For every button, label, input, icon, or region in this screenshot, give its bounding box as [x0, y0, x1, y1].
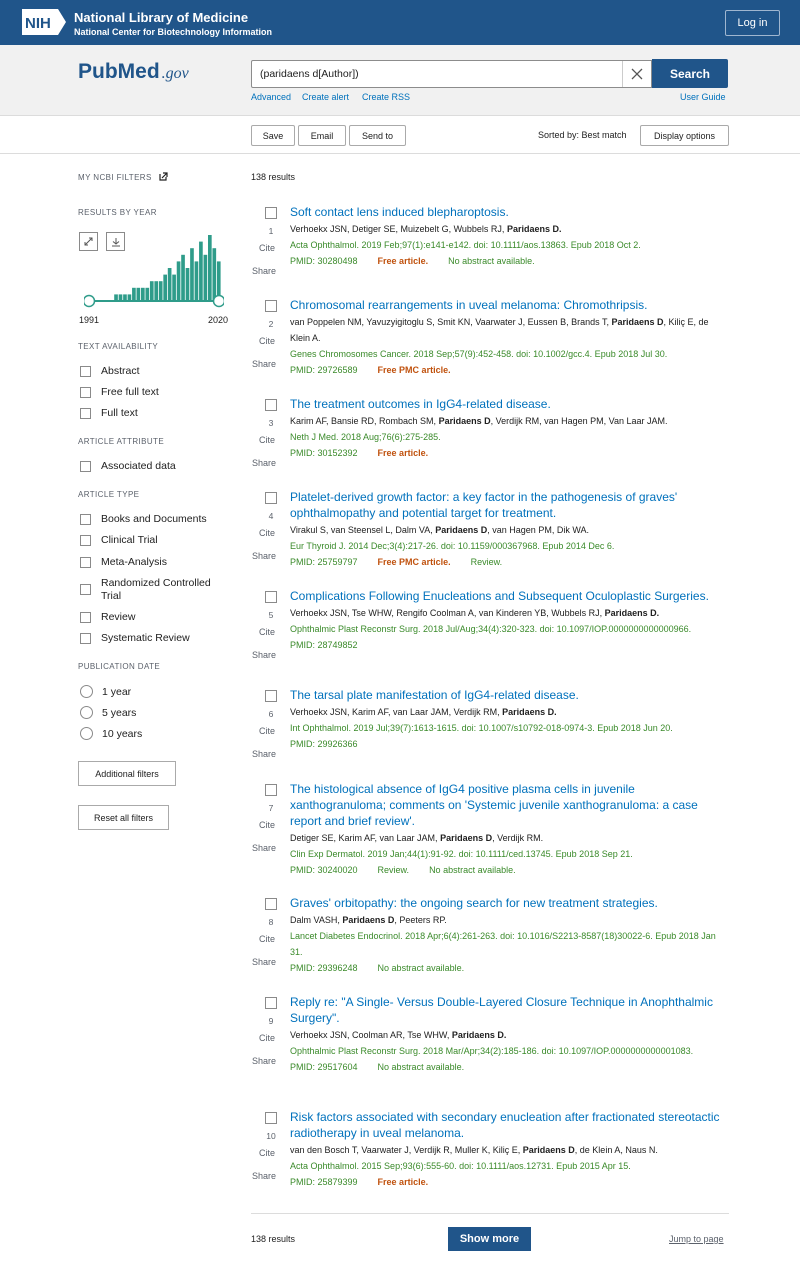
- histogram-bar: [128, 294, 132, 301]
- result-checkbox[interactable]: [265, 207, 277, 219]
- email-button[interactable]: Email: [298, 125, 346, 146]
- cite-button[interactable]: Cite: [259, 820, 276, 830]
- radio[interactable]: [80, 685, 93, 698]
- free-article-badge: Free article.: [377, 1177, 429, 1187]
- histogram-bar: [137, 288, 141, 301]
- result-note: Review.: [470, 557, 503, 567]
- result-title-link[interactable]: Platelet-derived growth factor: a key factor in the pathogenesis of graves' ophthalmopathy and potential target for treatment.: [290, 490, 678, 520]
- authors-part-2: , Peeters RP.: [394, 915, 447, 925]
- pubmed-logo[interactable]: [78, 60, 189, 84]
- authors-part-2: , de Klein A, Naus N.: [574, 1145, 658, 1155]
- filter-label: Free full text: [101, 386, 159, 398]
- date-10-years[interactable]: [80, 727, 142, 740]
- result-note: Review.: [377, 865, 410, 875]
- filter-books-documents[interactable]: [80, 513, 207, 525]
- histogram-bar: [190, 248, 194, 301]
- filter-label: Randomized Controlled: [101, 577, 211, 589]
- histogram-bar: [181, 255, 185, 301]
- result-checkbox[interactable]: [265, 300, 277, 312]
- clear-search-button[interactable]: [622, 61, 650, 87]
- login-button[interactable]: Log in: [725, 10, 780, 36]
- result-citation: Ophthalmic Plast Reconstr Surg. 2018 Mar/Apr;34(2):185-186. doi: 10.1097/IOP.0000000000001083.: [290, 1046, 694, 1056]
- result-pmid-line: [290, 554, 730, 570]
- radio[interactable]: [80, 706, 93, 719]
- checkbox[interactable]: [80, 514, 91, 525]
- histogram-bar: [208, 235, 212, 301]
- result-citation: Clin Exp Dermatol. 2019 Jan;44(1):91-92. doi: 10.1111/ced.13745. Epub 2018 Sep 21.: [290, 849, 633, 859]
- result-number: 7: [268, 803, 274, 813]
- cite-button[interactable]: Cite: [259, 528, 276, 538]
- cite-button[interactable]: Cite: [259, 435, 276, 445]
- pmid: PMID: 30152392: [290, 448, 358, 458]
- create-rss-link[interactable]: Create RSS: [362, 92, 411, 102]
- result-checkbox[interactable]: [265, 997, 277, 1009]
- result-authors: [290, 221, 730, 237]
- result-number: 6: [268, 709, 274, 719]
- result-citation: Acta Ophthalmol. 2019 Feb;97(1):e141-e142. doi: 10.1111/aos.13863. Epub 2018 Oct 2.: [290, 240, 641, 250]
- share-button[interactable]: Share: [252, 650, 277, 660]
- result-number: 5: [268, 610, 274, 620]
- histogram-bar: [119, 294, 123, 301]
- share-button[interactable]: Share: [252, 458, 277, 468]
- histogram-bar: [141, 288, 145, 301]
- result-checkbox[interactable]: [265, 1112, 277, 1124]
- cite-button[interactable]: Cite: [259, 934, 276, 944]
- result-pmid-line: [290, 253, 730, 269]
- share-button[interactable]: Share: [252, 359, 277, 369]
- result-note: No abstract available.: [377, 963, 465, 973]
- filter-clinical-trial[interactable]: [80, 534, 158, 546]
- year-end-label: 2020: [208, 315, 229, 325]
- histogram-bar: [204, 255, 208, 301]
- author-highlight: Paridaens D: [435, 525, 488, 535]
- filter-label: Abstract: [101, 365, 140, 377]
- histogram-bar: [168, 268, 172, 301]
- histogram-bar: [199, 242, 203, 301]
- histogram-bar: [150, 281, 154, 301]
- pubmed-logo-pub: Pub: [78, 60, 118, 83]
- result-pmid-line: [290, 637, 730, 653]
- free-article-badge: Free PMC article.: [377, 365, 451, 375]
- cite-button[interactable]: Cite: [259, 627, 276, 637]
- result-citation: Ophthalmic Plast Reconstr Surg. 2018 Jul/Aug;34(4):320-323. doi: 10.1097/IOP.0000000000000966.: [290, 624, 692, 634]
- pubmed-logo-gov: .gov: [161, 65, 189, 82]
- range-end-handle: [214, 296, 225, 307]
- cite-button[interactable]: Cite: [259, 1033, 276, 1043]
- authors-part-2: , van Hagen PM, Dik WA.: [487, 525, 589, 535]
- histogram-bar: [195, 261, 199, 301]
- filter-systematic-review[interactable]: [80, 632, 190, 644]
- result-pmid-line: [290, 445, 730, 461]
- additional-filters-button[interactable]: Additional filters: [78, 761, 176, 786]
- radio-label: 5 years: [102, 706, 137, 719]
- result-citation: Int Ophthalmol. 2019 Jul;39(7):1613-1615. doi: 10.1007/s10792-018-0974-3. Epub 2018 Jun 20.: [290, 723, 673, 733]
- cite-button[interactable]: Cite: [259, 243, 276, 253]
- filter-meta-analysis[interactable]: [80, 556, 167, 568]
- checkbox[interactable]: [80, 584, 91, 595]
- result-checkbox[interactable]: [265, 690, 277, 702]
- share-button[interactable]: Share: [252, 1056, 277, 1066]
- free-article-badge: Free PMC article.: [377, 557, 451, 567]
- my-ncbi-filters[interactable]: [78, 172, 168, 182]
- results-by-year-histogram[interactable]: [84, 228, 224, 308]
- filter-label: Full text: [101, 407, 138, 419]
- range-start-handle: [84, 296, 95, 307]
- result-authors: [290, 1027, 730, 1043]
- authors-part: Verhoekx JSN, Coolman AR, Tse WHW,: [290, 1030, 452, 1040]
- result-number: 1: [268, 226, 274, 236]
- external-link-icon: [159, 172, 168, 181]
- authors-part-2: , Verdijk RM, van Hagen PM, Van Laar JAM.: [490, 416, 668, 426]
- result-checkbox[interactable]: [265, 784, 277, 796]
- result-citation: Genes Chromosomes Cancer. 2018 Sep;57(9):452-458. doi: 10.1002/gcc.4. Epub 2018 Jul 30.: [290, 349, 668, 359]
- result-title-link[interactable]: The tarsal plate manifestation of IgG4-related disease.: [290, 688, 579, 702]
- authors-part-2: , Kiliç E, de Klein A.: [290, 317, 709, 343]
- histogram-bar: [177, 261, 181, 301]
- reset-filters-button[interactable]: Reset all filters: [78, 805, 169, 830]
- cite-button[interactable]: Cite: [259, 726, 276, 736]
- histogram-bar: [163, 275, 167, 301]
- result-title-link[interactable]: The treatment outcomes in IgG4-related disease.: [290, 397, 551, 411]
- author-highlight: Paridaens D.: [604, 608, 660, 618]
- nih-header: [0, 0, 800, 45]
- close-icon: [631, 68, 643, 80]
- radio-label: 10 years: [102, 727, 143, 740]
- my-ncbi-filters-label: MY NCBI FILTERS: [78, 173, 152, 182]
- filter-label: Review: [101, 611, 136, 623]
- pmid: PMID: 28749852: [290, 640, 358, 650]
- results-count: 138 results: [251, 172, 296, 182]
- advanced-link[interactable]: Advanced: [251, 92, 292, 102]
- histogram-bar: [114, 294, 118, 301]
- authors-part: Karim AF, Bansie RD, Rombach SM,: [290, 416, 439, 426]
- authors-part: van den Bosch T, Vaarwater J, Verdijk R, Muller K, Kiliç E,: [290, 1145, 523, 1155]
- search-button[interactable]: Search: [652, 59, 728, 88]
- text-availability-heading: TEXT AVAILABILITY: [78, 342, 159, 351]
- create-alert-link[interactable]: Create alert: [302, 92, 350, 102]
- filter-full-text[interactable]: [80, 407, 138, 419]
- author-highlight: Paridaens D: [438, 416, 491, 426]
- authors-part: Verhoekx JSN, Detiger SE, Muizebelt G, Wubbels RJ,: [290, 224, 507, 234]
- author-highlight: Paridaens D.: [506, 224, 562, 234]
- share-button[interactable]: Share: [252, 551, 277, 561]
- share-button[interactable]: Share: [252, 749, 277, 759]
- histogram-bar: [212, 248, 216, 301]
- result-note-2: No abstract available.: [429, 865, 516, 875]
- org-name[interactable]: National Library of Medicine: [74, 10, 249, 25]
- cite-button[interactable]: Cite: [259, 1148, 276, 1158]
- date-5-years[interactable]: [80, 706, 136, 719]
- author-highlight: Paridaens D.: [502, 707, 557, 717]
- result-authors: [290, 704, 730, 720]
- filter-abstract[interactable]: [80, 365, 140, 377]
- filter-associated-data[interactable]: [80, 460, 176, 472]
- result-title-link[interactable]: The histological absence of IgG4 positive plasma cells in juvenile xanthogranuloma; comments on 'Systemic juvenile xanthogranuloma: a case report and brief review'.: [290, 782, 698, 828]
- authors-part-2: , Verdijk RM.: [492, 833, 544, 843]
- pmid: PMID: 25879399: [290, 1177, 358, 1187]
- nih-logo-text: NIH: [25, 15, 51, 32]
- result-checkbox[interactable]: [265, 898, 277, 910]
- radio[interactable]: [80, 727, 93, 740]
- result-authors: [290, 522, 730, 538]
- authors-part: Verhoekx JSN, Tse WHW, Rengifo Coolman A, van Kinderen YB, Wubbels RJ,: [290, 608, 605, 618]
- article-attribute-heading: ARTICLE ATTRIBUTE: [78, 437, 165, 446]
- pubmed-logo-med: Med: [117, 60, 160, 83]
- checkbox[interactable]: [80, 366, 91, 377]
- share-button[interactable]: Share: [252, 266, 277, 276]
- result-title-link[interactable]: Soft contact lens induced blepharoptosis.: [290, 205, 509, 219]
- pmid: PMID: 29517604: [290, 1062, 358, 1072]
- result-checkbox[interactable]: [265, 399, 277, 411]
- org-subname[interactable]: National Center for Biotechnology Information: [74, 27, 273, 37]
- result-title-link[interactable]: Graves' orbitopathy: the ongoing search for new treatment strategies.: [290, 896, 658, 910]
- search-input[interactable]: [252, 61, 612, 87]
- nih-logo-icon[interactable]: [22, 9, 66, 35]
- result-authors: [290, 605, 730, 621]
- result-citation: Eur Thyroid J. 2014 Dec;3(4):217-26. doi: 10.1159/000367968. Epub 2014 Dec 6.: [290, 541, 615, 551]
- result-title-link[interactable]: Complications Following Enucleations and Subsequent Oculoplastic Surgeries.: [290, 589, 709, 603]
- result-citation: Lancet Diabetes Endocrinol. 2018 Apr;6(4):261-263. doi: 10.1016/S2213-8587(18)30022-6. Epub 2018 Jan 31.: [290, 931, 716, 957]
- author-highlight: Paridaens D: [611, 317, 664, 327]
- result-pmid-line: [290, 960, 730, 976]
- filter-review[interactable]: [80, 611, 135, 623]
- histogram-bar: [154, 281, 158, 301]
- filter-label: Associated data: [101, 460, 176, 472]
- footer-results-count: 138 results: [251, 1234, 296, 1244]
- show-more-button[interactable]: Show more: [448, 1227, 531, 1251]
- checkbox[interactable]: [80, 408, 91, 419]
- jump-to-page-link[interactable]: Jump to page: [669, 1234, 724, 1244]
- result-title-link[interactable]: Reply re: "A Single- Versus Double-Layered Closure Technique in Anophthalmic Surgery".: [290, 995, 713, 1025]
- checkbox[interactable]: [80, 612, 91, 623]
- filter-free-full-text[interactable]: [80, 386, 159, 398]
- result-citation: Acta Ophthalmol. 2015 Sep;93(6):555-60. doi: 10.1111/aos.12731. Epub 2015 Apr 15.: [290, 1161, 631, 1171]
- author-highlight: Paridaens D.: [451, 1030, 507, 1040]
- share-button[interactable]: Share: [252, 1171, 277, 1181]
- result-note: No abstract available.: [448, 256, 535, 266]
- pmid: PMID: 29396248: [290, 963, 358, 973]
- histogram-bar: [132, 288, 136, 301]
- result-pmid-line: [290, 736, 730, 752]
- result-number: 2: [268, 319, 274, 329]
- author-highlight: Paridaens D: [522, 1145, 575, 1155]
- authors-part: Dalm VASH,: [290, 915, 343, 925]
- date-1-year[interactable]: [80, 685, 131, 698]
- result-pmid-line: [290, 862, 730, 878]
- pmid: PMID: 25759797: [290, 557, 358, 567]
- send-to-button[interactable]: Send to: [349, 125, 406, 146]
- result-number: 4: [268, 511, 274, 521]
- checkbox[interactable]: [80, 535, 91, 546]
- checkbox[interactable]: [80, 633, 91, 644]
- year-start-label: 1991: [79, 315, 100, 325]
- pmid: PMID: 29726589: [290, 365, 358, 375]
- checkbox[interactable]: [80, 557, 91, 568]
- histogram-bar: [123, 294, 127, 301]
- result-citation: Neth J Med. 2018 Aug;76(6):275-285.: [290, 432, 441, 442]
- authors-part: Verhoekx JSN, Karim AF, van Laar JAM, Verdijk RM,: [290, 707, 503, 717]
- filter-label-cont: Trial: [101, 590, 122, 602]
- result-number: 9: [268, 1016, 274, 1026]
- histogram-bar: [159, 281, 163, 301]
- cite-button[interactable]: Cite: [259, 336, 276, 346]
- checkbox[interactable]: [80, 387, 91, 398]
- free-article-badge: Free article.: [377, 256, 429, 266]
- histogram-bar: [172, 275, 176, 301]
- filter-rct[interactable]: [80, 577, 211, 603]
- result-authors: [290, 912, 730, 928]
- result-authors: [290, 314, 730, 346]
- pmid: PMID: 30280498: [290, 256, 358, 266]
- filter-label: Books and Documents: [101, 513, 207, 525]
- author-highlight: Paridaens D: [440, 833, 493, 843]
- user-guide-link[interactable]: User Guide: [680, 92, 726, 102]
- pmid: PMID: 30240020: [290, 865, 358, 875]
- free-article-badge: Free article.: [377, 448, 429, 458]
- result-pmid-line: [290, 362, 730, 378]
- result-pmid-line: [290, 1059, 730, 1075]
- article-type-heading: ARTICLE TYPE: [78, 490, 140, 499]
- radio-label: 1 year: [102, 685, 132, 698]
- result-number: 3: [268, 418, 274, 428]
- filter-label: Clinical Trial: [101, 534, 158, 546]
- authors-part: Detiger SE, Karim AF, van Laar JAM,: [290, 833, 441, 843]
- publication-date-heading: PUBLICATION DATE: [78, 662, 161, 671]
- authors-part: van Poppelen NM, Yavuzyigitoglu S, Smit KN, Vaarwater J, Eussen B, Brands T,: [290, 317, 612, 327]
- result-title-link[interactable]: Risk factors associated with secondary enucleation after fractionated stereotactic radiotherapy in uveal melanoma.: [290, 1110, 720, 1140]
- result-number: 10: [266, 1131, 276, 1141]
- filter-label: Meta-Analysis: [101, 556, 167, 568]
- share-button[interactable]: Share: [252, 957, 277, 967]
- result-authors: [290, 1142, 730, 1158]
- checkbox[interactable]: [80, 461, 91, 472]
- result-number: 8: [268, 917, 274, 927]
- sort-label[interactable]: Sorted by: Best match: [538, 130, 627, 140]
- search-box: [251, 60, 652, 88]
- save-button[interactable]: Save: [251, 125, 295, 146]
- result-checkbox[interactable]: [265, 591, 277, 603]
- result-note: No abstract available.: [377, 1062, 465, 1072]
- authors-part: Virakul S, van Steensel L, Dalm VA,: [290, 525, 436, 535]
- author-highlight: Paridaens D: [342, 915, 395, 925]
- results-by-year-heading: RESULTS BY YEAR: [78, 208, 157, 217]
- result-pmid-line: [290, 1174, 730, 1190]
- share-button[interactable]: Share: [252, 843, 277, 853]
- histogram-bar: [145, 288, 149, 301]
- result-checkbox[interactable]: [265, 492, 277, 504]
- pmid: PMID: 29926366: [290, 739, 358, 749]
- filter-label: Systematic Review: [101, 632, 190, 644]
- histogram-bar: [186, 268, 190, 301]
- result-authors: [290, 413, 730, 429]
- result-title-link[interactable]: Chromosomal rearrangements in uveal melanoma: Chromothripsis.: [290, 298, 648, 312]
- result-authors: [290, 830, 730, 846]
- footer-divider: [251, 1213, 729, 1214]
- display-options-button[interactable]: Display options: [640, 125, 729, 146]
